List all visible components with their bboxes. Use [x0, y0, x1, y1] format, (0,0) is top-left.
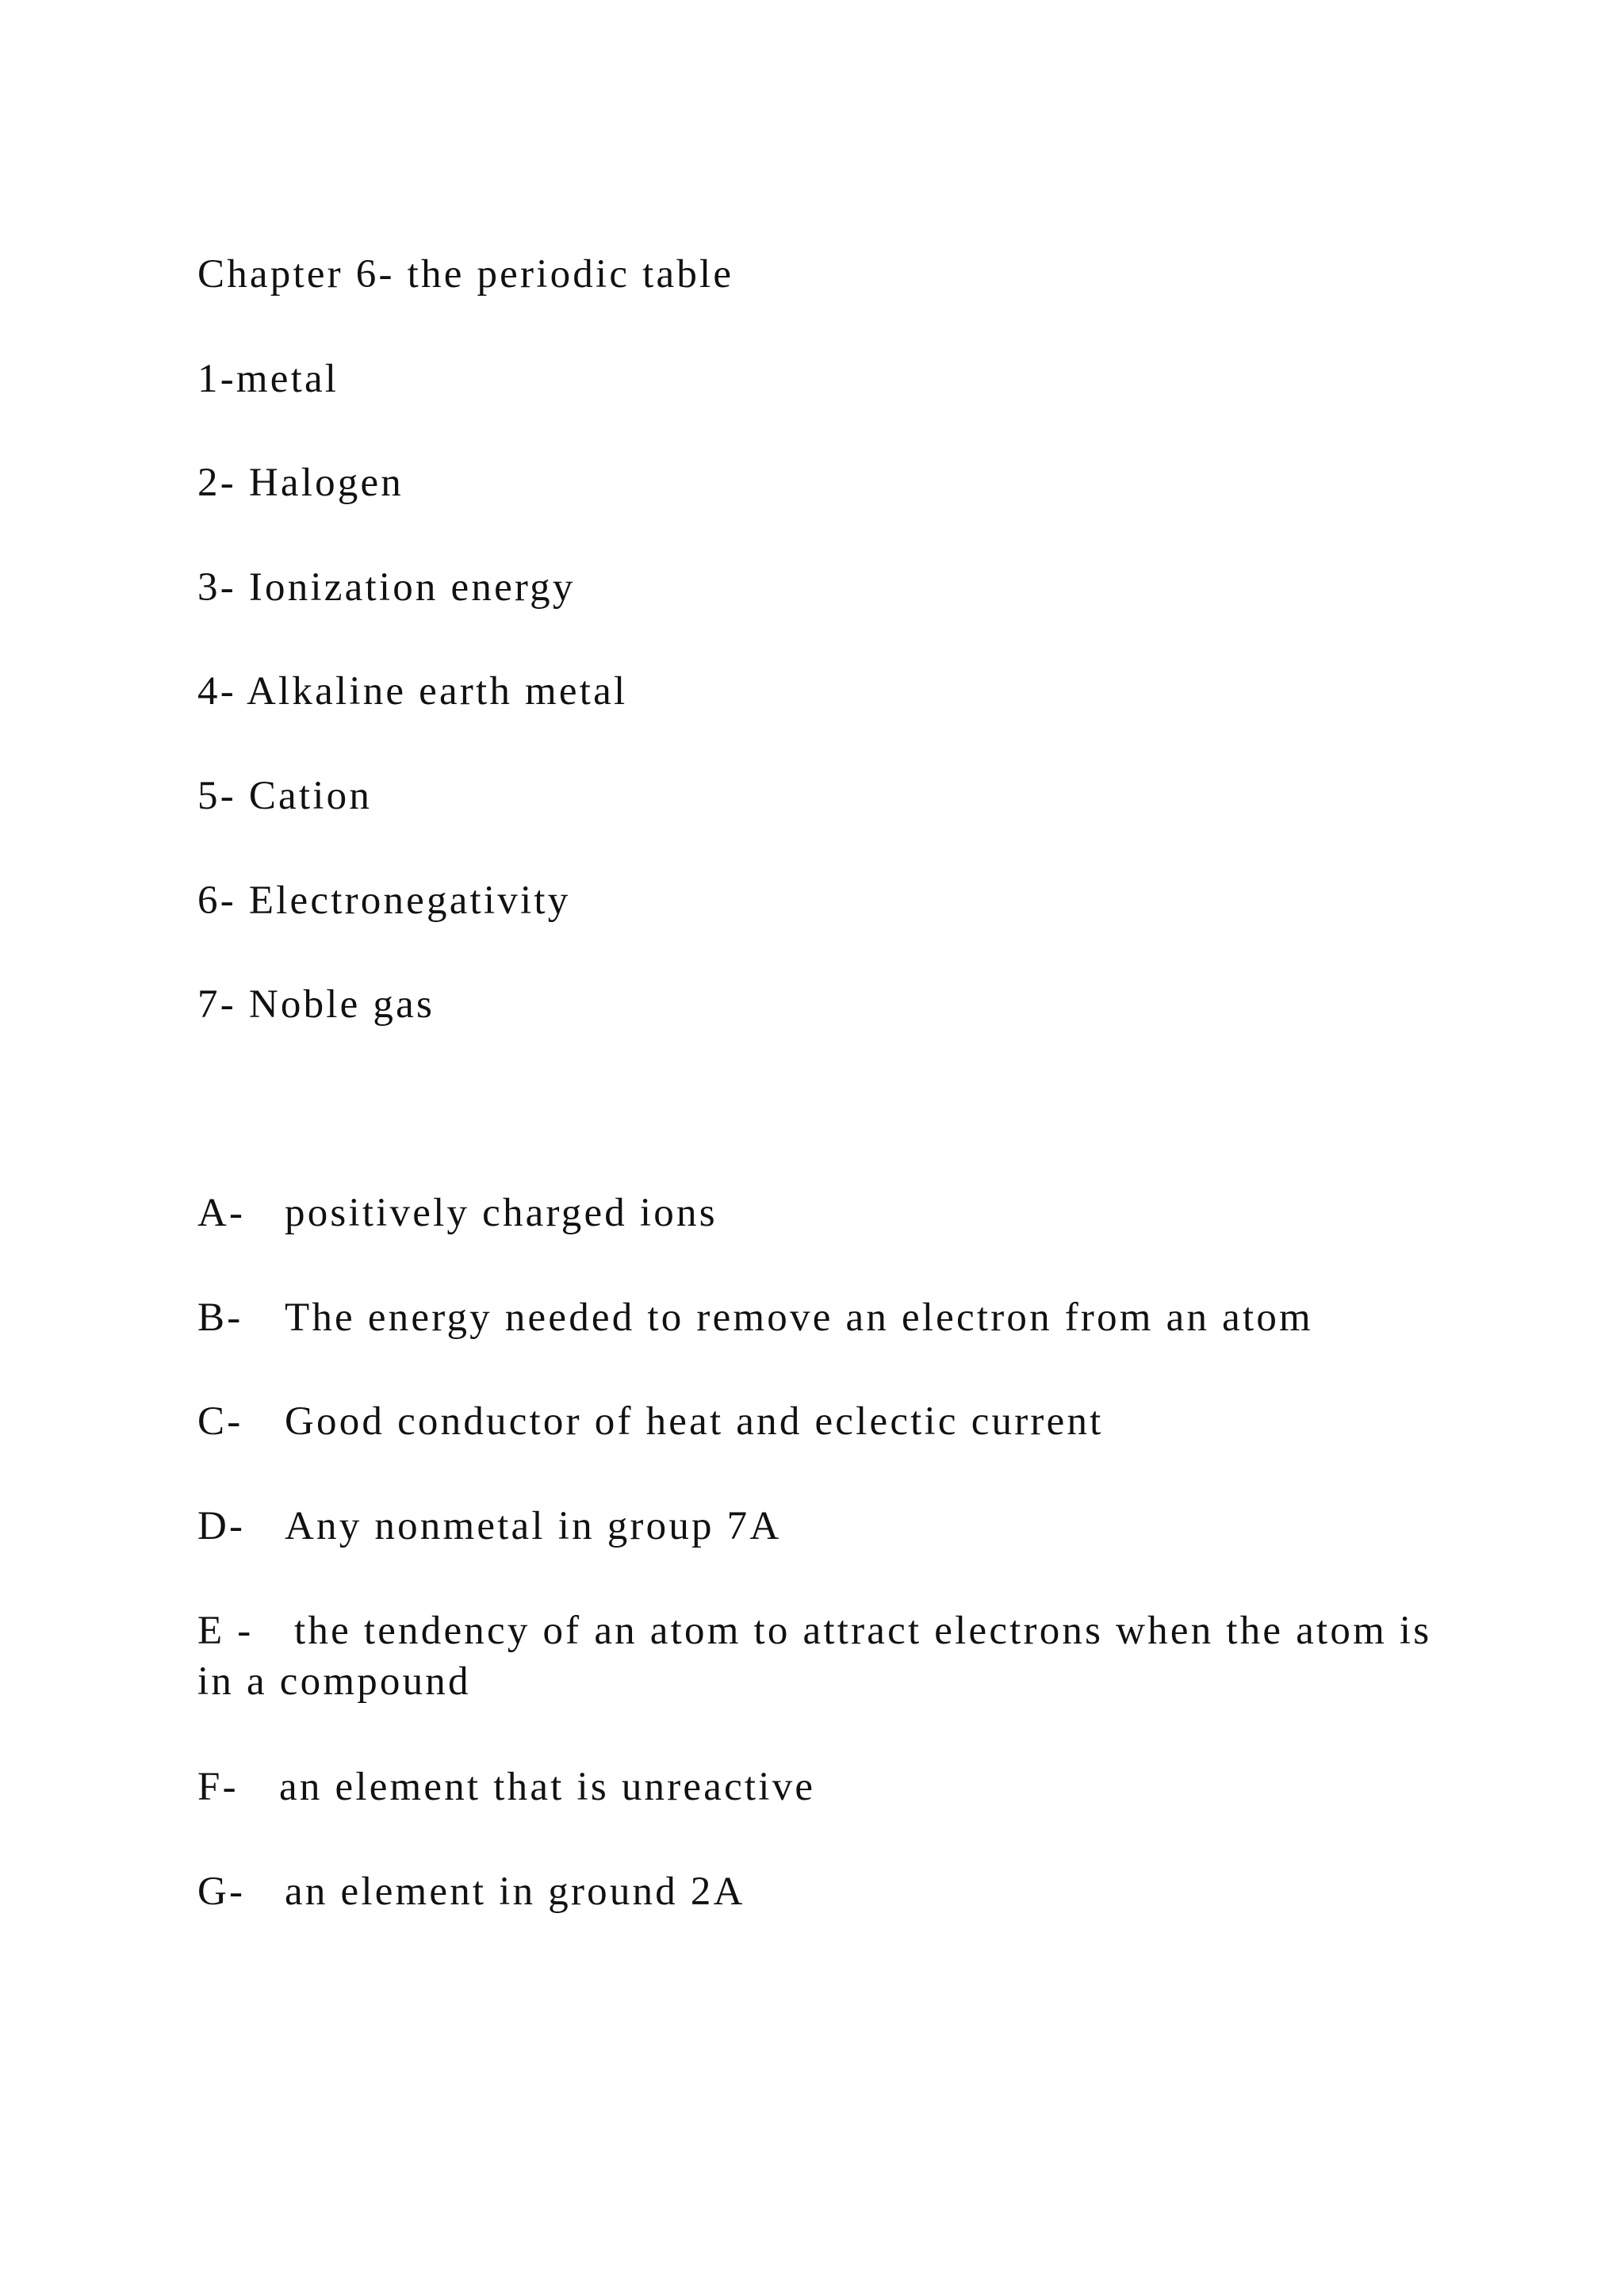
- definition-g-text: an element in ground 2A: [285, 1869, 745, 1914]
- definition-e-letter: E -: [197, 1609, 254, 1653]
- page-title: Chapter 6- the periodic table: [197, 252, 734, 297]
- definition-b-text: The energy needed to remove an electron from an atom: [285, 1295, 1313, 1340]
- definition-c: [197, 1396, 1104, 1447]
- definition-d-text: Any nonmetal in group 7A: [285, 1504, 782, 1548]
- definition-g: [197, 1866, 745, 1917]
- term-2: 2- Halogen: [197, 461, 404, 505]
- definition-c-letter: C-: [197, 1399, 243, 1444]
- definition-c-text: Good conductor of heat and eclectic current: [285, 1399, 1104, 1444]
- term-5: 5- Cation: [197, 774, 373, 818]
- definition-d-letter: D-: [197, 1504, 246, 1548]
- definition-b-letter: B-: [197, 1295, 243, 1340]
- term-7: 7- Noble gas: [197, 982, 435, 1027]
- term-4: 4- Alkaline earth metal: [197, 669, 628, 714]
- definition-b: [197, 1292, 1313, 1343]
- term-1: 1-metal: [197, 357, 339, 401]
- term-6: 6- Electronegativity: [197, 878, 571, 923]
- definition-a-letter: A-: [197, 1191, 246, 1235]
- definition-a: [197, 1188, 718, 1238]
- definition-f-text: an element that is unreactive: [279, 1765, 816, 1809]
- definition-f: [197, 1762, 815, 1812]
- definition-e: [197, 1605, 1466, 1707]
- term-3: 3- Ionization energy: [197, 565, 576, 610]
- definition-a-text: positively charged ions: [285, 1191, 718, 1235]
- definition-g-letter: G-: [197, 1869, 246, 1914]
- definition-f-letter: F-: [197, 1765, 239, 1809]
- definition-e-text: the tendency of an atom to attract electrons when the atom is in a compound: [197, 1609, 1432, 1704]
- definition-d: [197, 1501, 781, 1552]
